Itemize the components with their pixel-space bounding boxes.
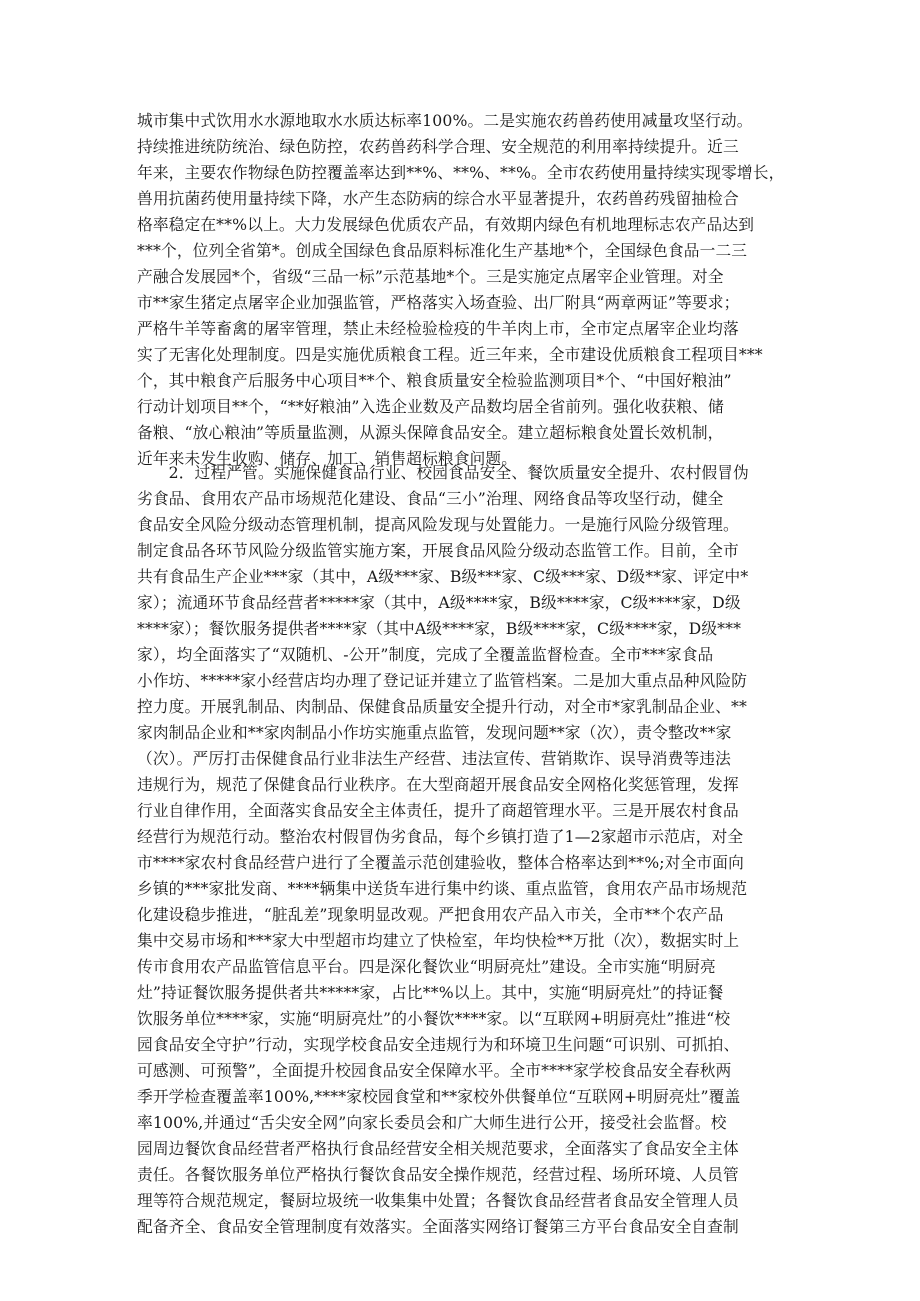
text-line: ***个，位列全省第*。创成全国绿色食品原料标准化生产基地*个，全国绿色食品一二三 [137, 241, 748, 260]
text-line: 可感测、可预警”，全面提升校园食品安全保障水平。全市****家学校食品安全春秋两 [137, 1061, 732, 1080]
text-line: 持续推进统防统治、绿色防控，农药兽药科学合理、安全规范的利用率持续提升。近三 [137, 137, 739, 156]
text-line: 行动计划项目**个，“**好粮油”入选企业数及产品数均居全省前列。强化收获粮、储 [137, 397, 724, 416]
text-line: 家）；流通环节食品经营者*****家（其中，A级****家，B级****家，C级****家，D级 [137, 593, 741, 612]
paragraph-process-control [137, 460, 787, 1240]
text-line: 率100%,并通过“舌尖安全网”向家长委员会和广大师生进行公开，接受社会监督。校 [137, 1113, 727, 1132]
text-line: 饮服务单位****家，实施“明厨亮灶”的小餐饮****家。以“互联网+明厨亮灶”推进“校 [137, 1009, 731, 1028]
text-line: （次）。严厉打击保健食品行业非法生产经营、违法宣传、营销欺诈、误导消费等违法 [137, 749, 731, 768]
text-line: 乡镇的***家批发商、****辆集中送货车进行集中约谈、重点监管，食用农产品市场规范 [137, 879, 748, 898]
text-line: 违规行为，规范了保健食品行业秩序。在大型商超开展食品安全网格化奖惩管理，发挥 [137, 775, 739, 794]
text-line: 传市食用农产品监管信息平台。四是深化餐饮业“明厨亮灶”建设。全市实施“明厨亮 [137, 957, 716, 976]
text-line: 灶”持证餐饮服务提供者共*****家，占比**%以上。其中，实施“明厨亮灶”的持证餐 [137, 983, 724, 1002]
text-line: 实了无害化处理制度。四是实施优质粮食工程。近三年来，全市建设优质粮食工程项目*** [137, 345, 763, 364]
text-line: 园食品安全守护”行动，实现学校食品安全违规行为和环境卫生问题“可识别、可抓拍、 [137, 1035, 740, 1054]
text-line: 配备齐全、食品安全管理制度有效落实。全面落实网络订餐第三方平台食品安全自查制 [137, 1217, 739, 1236]
text-line: 劣食品、食用农产品市场规范化建设、食品“三小”治理、网络食品等攻坚行动，健全 [137, 489, 724, 508]
text-line: 食品安全风险分级动态管理机制，提高风险发现与处置能力。一是施行风险分级管理。 [137, 515, 739, 534]
text-line: 经营行为规范行动。整治农村假冒伪劣食品，每个乡镇打造了1—2家超市示范店，对全 [137, 827, 744, 846]
text-line: 季开学检查覆盖率100%,****家校园食堂和**家校外供餐单位“互联网+明厨亮灶”覆盖 [137, 1087, 741, 1106]
text-line: 城市集中式饮用水水源地取水水质达标率100%。二是实施农药兽药使用减量攻坚行动。 [137, 111, 753, 130]
text-line: 行业自律作用，全面落实食品安全主体责任，提升了商超管理水平。三是开展农村食品 [137, 801, 739, 820]
text-line: 备粮、“放心粮油”等质量监测，从源头保障食品安全。建立超标粮食处置长效机制， [137, 423, 724, 442]
text-line: 家肉制品企业和**家肉制品小作坊实施重点监管，发现问题**家（次），责令整改**家 [137, 723, 732, 742]
text-line: ****家）；餐饮服务提供者****家（其中A级****家，B级****家，C级****家，D级*** [137, 619, 742, 638]
text-line: 近年来未发生收购、储存、加工、销售超标粮食问题。 [137, 449, 518, 468]
text-line: 严格牛羊等畜禽的屠宰管理，禁止未经检验检疫的牛羊肉上市，全市定点屠宰企业均落 [137, 319, 739, 338]
text-line: 市****家农村食品经营户进行了全覆盖示范创建验收，整体合格率达到**%;对全市面向 [137, 853, 744, 872]
text-line: 产融合发展园*个，省级“三品一标”示范基地*个。三是实施定点屠宰企业管理。对全 [137, 267, 724, 286]
text-line: 责任。各餐饮服务单位严格执行餐饮食品安全操作规范，经营过程、场所环境、人员管 [137, 1165, 739, 1184]
text-line: 格率稳定在**%以上。大力发展绿色优质农产品，有效期内绿色有机地理标志农产品达到 [137, 215, 755, 234]
text-line: 个，其中粮食产后服务中心项目**个、粮食质量安全检验监测项目*个、“中国好粮油” [137, 371, 732, 390]
text-line: 共有食品生产企业***家（其中，A级***家、B级***家、C级***家、D级**家、评定中* [137, 567, 749, 586]
text-line: 化建设稳步推进，“脏乱差”现象明显改观。严把食用农产品入市关，全市**个农产品 [137, 905, 724, 924]
text-line: 兽用抗菌药使用量持续下降，水产生态防病的综合水平显著提升，农药兽药残留抽检合 [137, 189, 739, 208]
text-line: 市**家生猪定点屠宰企业加强监管，严格落实入场查验、出厂附具“两章两证”等要求； [137, 293, 740, 312]
text-line: 集中交易市场和***家大中型超市均建立了快检室，年均快检**万批（次），数据实时上 [137, 931, 740, 950]
text-line: 年来，主要农作物绿色防控覆盖率达到**%、**%、**%。全市农药使用量持续实现零增长， [137, 163, 785, 182]
text-line: 制定食品各环节风险分级监管实施方案，开展食品风险分级动态监管工作。目前，全市 [137, 541, 739, 560]
text-line: 小作坊、*****家小经营店均办理了登记证并建立了监管档案。二是加大重点品种风险防 [137, 671, 748, 690]
text-line: 园周边餐饮食品经营者严格执行食品经营安全相关规范要求，全面落实了食品安全主体 [137, 1139, 739, 1158]
text-line: 理等符合规范规定，餐厨垃圾统一收集集中处置；各餐饮食品经营者食品安全管理人员 [137, 1191, 739, 1210]
paragraph-source-control [137, 108, 787, 472]
section-heading-line: 2．过程严管。实施保健食品行业、校园食品安全、餐饮质量安全提升、农村假冒伪 [137, 463, 749, 482]
text-line: 控力度。开展乳制品、肉制品、保健食品质量安全提升行动，对全市*家乳制品企业、** [137, 697, 747, 716]
text-line: 家），均全面落实了“双随机、-公开”制度，完成了全覆盖监督检查。全市***家食品 [137, 645, 714, 664]
